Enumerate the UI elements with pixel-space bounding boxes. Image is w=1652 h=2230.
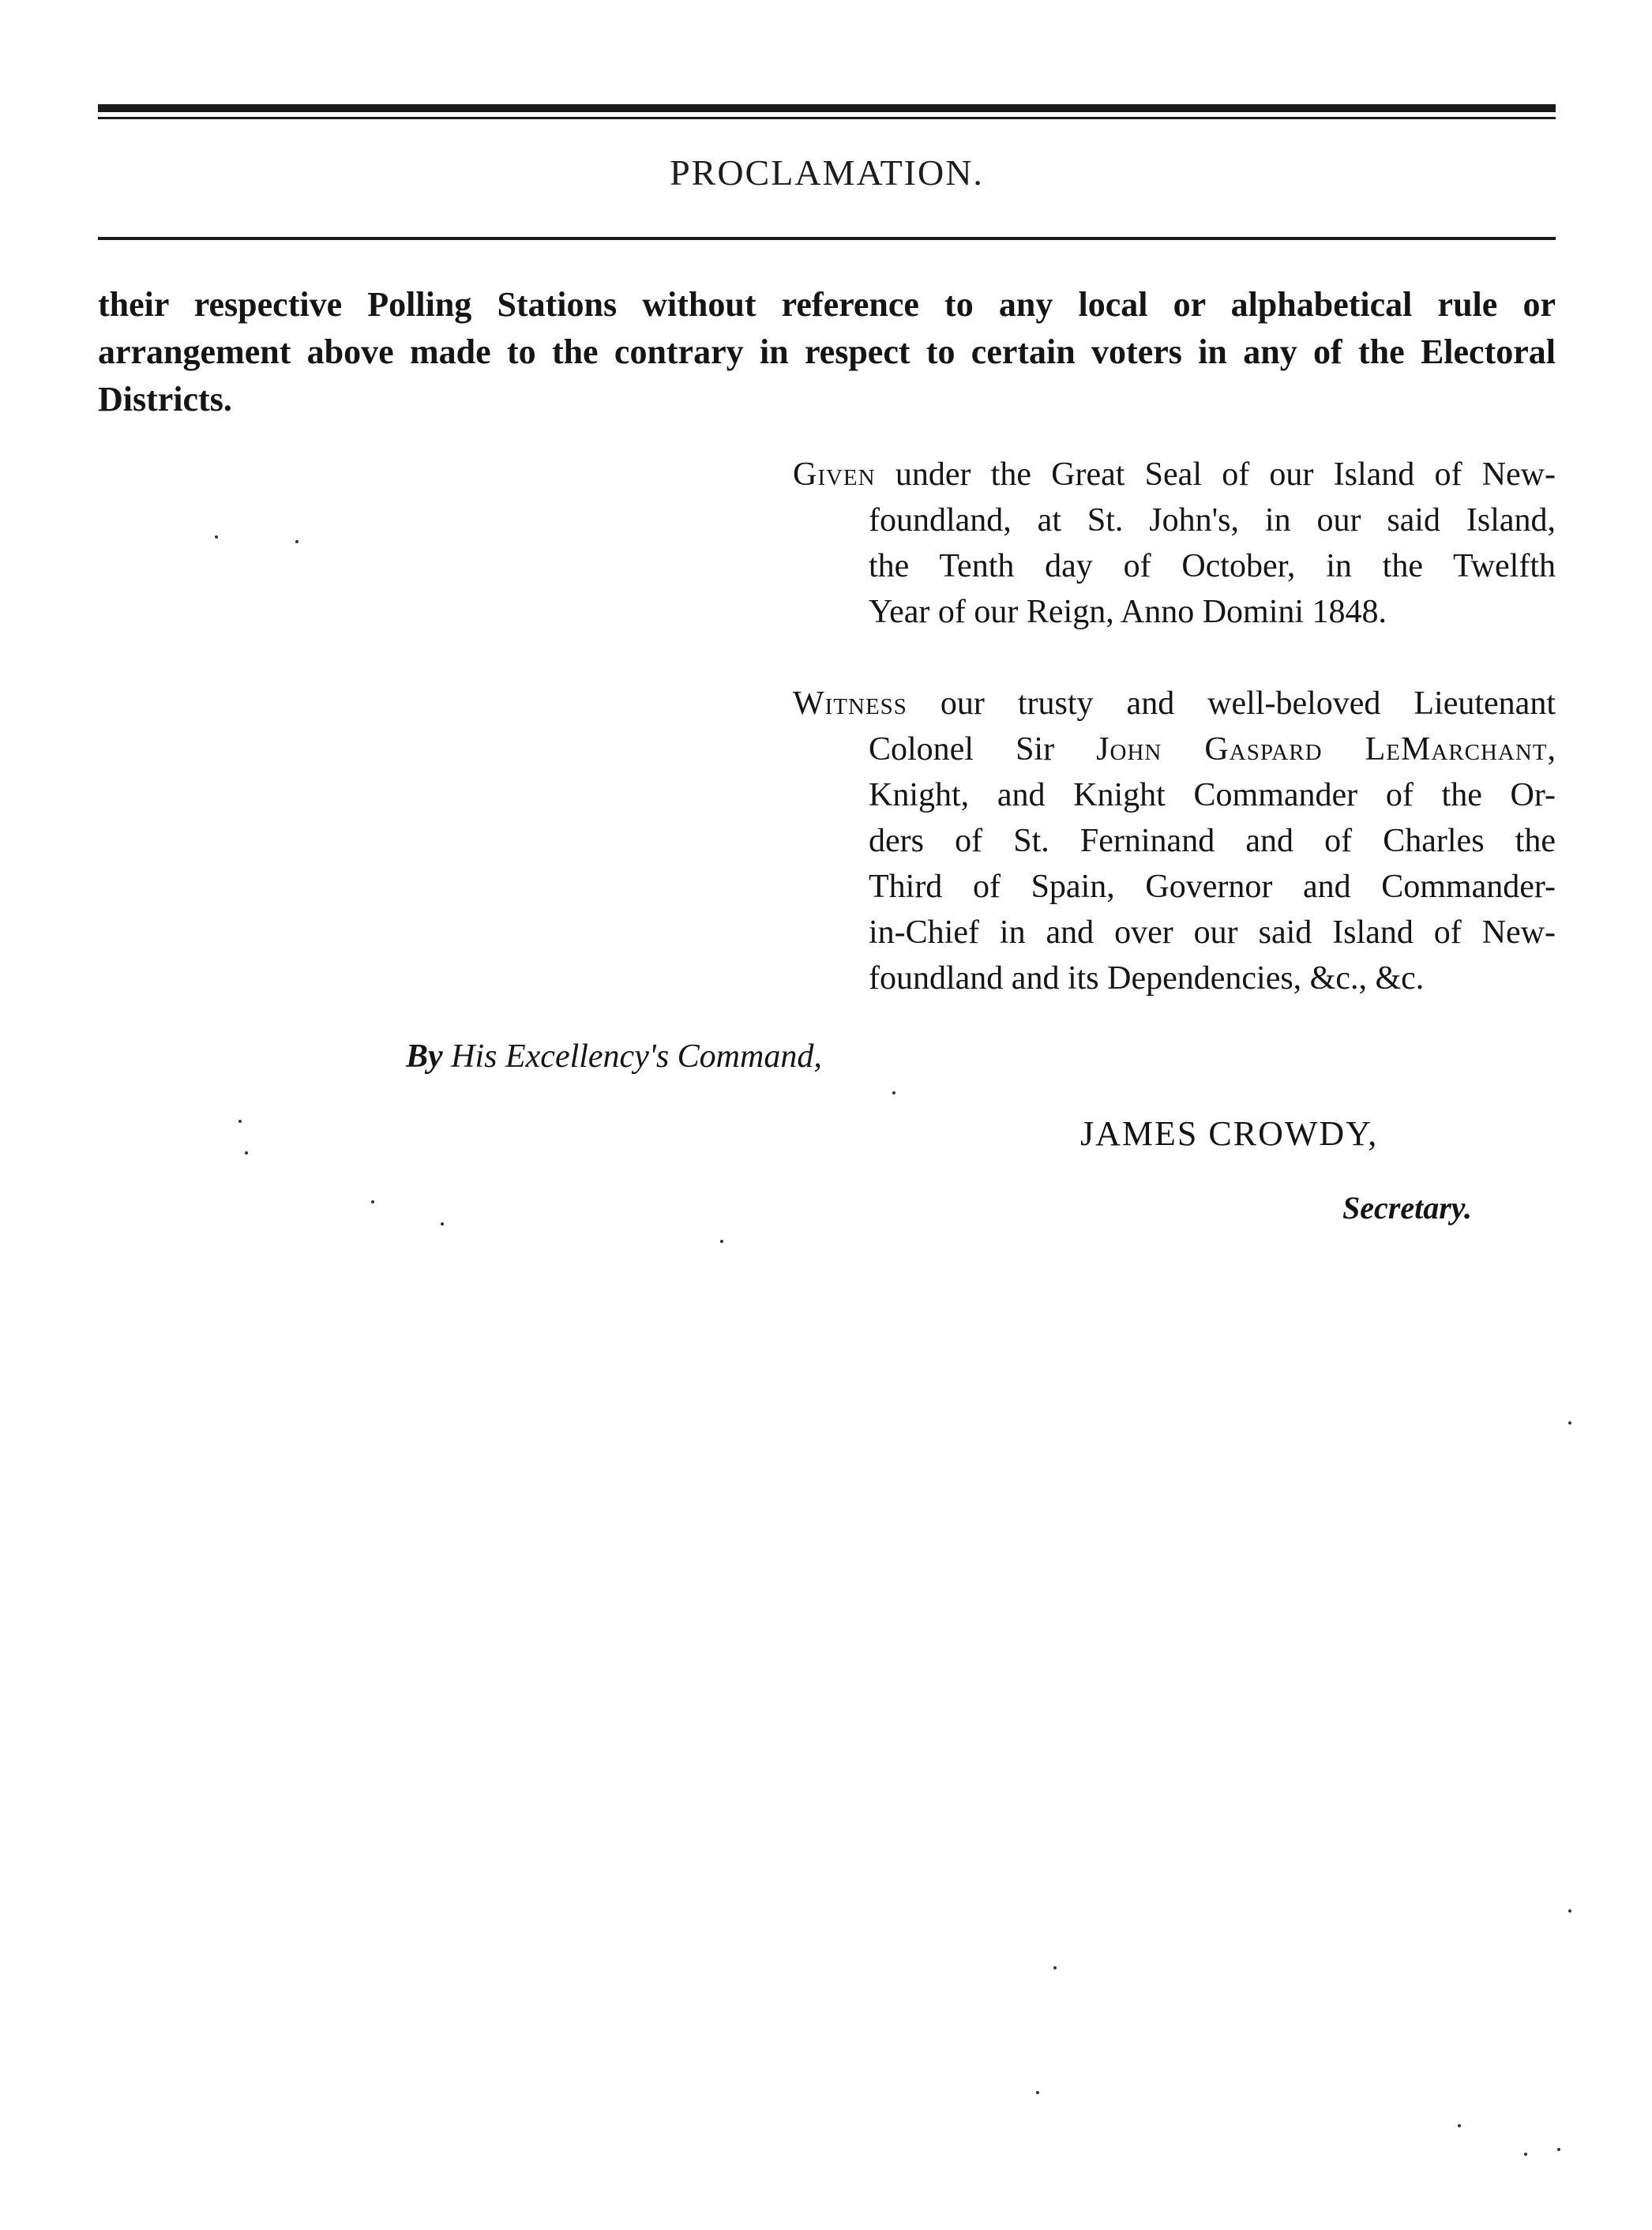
authority-rest: His Excellency's Command, [442, 1038, 822, 1075]
print-speck [1568, 1421, 1571, 1425]
authority-line [406, 1038, 822, 1076]
print-speck [720, 1240, 723, 1243]
given-line-1 [793, 452, 1556, 497]
continuation-bold-end: Districts. [98, 380, 232, 419]
header-rule [98, 237, 1556, 240]
witness-line-2-comma: , [1547, 731, 1556, 768]
top-thin-rule [98, 117, 1556, 119]
authority-first-word: By [406, 1038, 443, 1075]
print-speck [295, 540, 298, 543]
print-speck [1458, 2124, 1461, 2127]
signatory-name: JAMES CROWDY, [1080, 1114, 1379, 1153]
print-speck [238, 1120, 242, 1123]
print-speck [1568, 1909, 1571, 1913]
print-speck [1036, 2091, 1039, 2094]
governor-name: John Gaspard LeMarchant [1096, 731, 1548, 768]
print-speck [1053, 1966, 1057, 1969]
given-line-1-text: under the Great Seal of our Island of New- [875, 456, 1556, 493]
witness-line-2 [793, 726, 1556, 772]
witness-lead-word: Witness [793, 685, 907, 722]
given-clause [793, 452, 1556, 635]
print-speck [215, 535, 218, 539]
witness-line-2-text: Colonel Sir [869, 731, 1097, 768]
running-head: PROCLAMATION. [670, 152, 984, 193]
signatory-title: Secretary. [1342, 1190, 1473, 1226]
print-speck [245, 1151, 248, 1154]
print-speck [1524, 2153, 1527, 2156]
print-speck [441, 1222, 444, 1226]
top-thick-rule [98, 104, 1556, 112]
witness-line-4: ders of St. Ferninand and of Charles the [869, 823, 1556, 859]
witness-line-7: foundland and its Dependencies, &c., &c. [869, 960, 1425, 997]
given-line-2: foundland, at St. John's, in our said Island, [869, 502, 1556, 539]
given-lead-word: Given [793, 456, 876, 493]
print-speck [1557, 2148, 1560, 2151]
witness-line-5: Third of Spain, Governor and Commander- [869, 869, 1556, 905]
witness-clause [793, 681, 1556, 1001]
continuation-text: their respective Polling Stations without reference to any local or alphabetical rule or arrangement above made to the contrary in respect to certain voters in any of the Electoral [98, 285, 1556, 371]
witness-line-3: Knight, and Knight Commander of the Or- [869, 777, 1556, 813]
given-line-3: the Tenth day of October, in the Twelfth [869, 548, 1556, 584]
print-speck [371, 1200, 374, 1203]
witness-line-1-text: our trusty and well-beloved Lieutenant [907, 685, 1556, 722]
witness-line-1 [793, 681, 1556, 726]
continuation-paragraph [98, 281, 1556, 423]
witness-line-6: in-Chief in and over our said Island of New- [869, 914, 1556, 951]
given-line-4: Year of our Reign, Anno Domini 1848. [869, 594, 1387, 630]
print-speck [892, 1091, 895, 1094]
